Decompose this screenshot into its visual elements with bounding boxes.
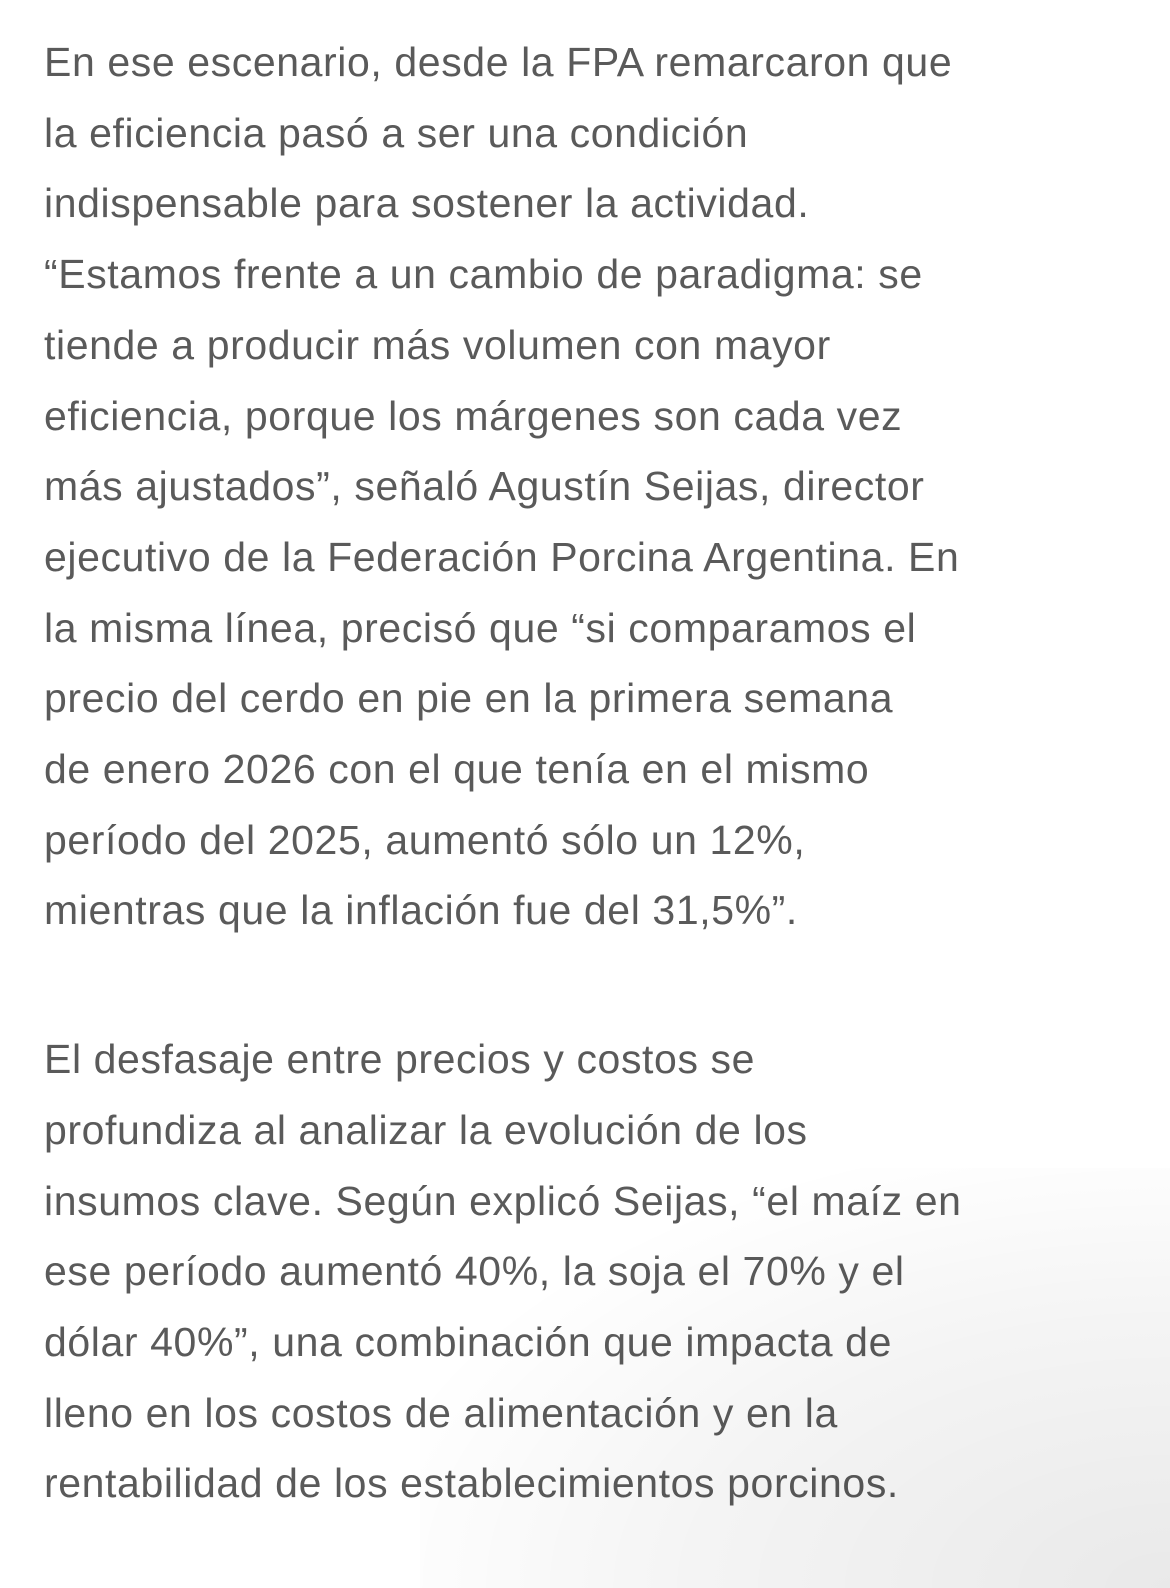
text-line: lleno en los costos de alimentación y en la <box>44 1389 838 1436</box>
text-line: “Estamos frente a un cambio de paradigma: se <box>44 251 923 298</box>
text-line: ese período aumentó 40%, la soja el 70% y el <box>44 1248 905 1295</box>
text-line: mientras que la inflación fue del 31,5%”. <box>44 887 798 934</box>
text-line: la misma línea, precisó que “si comparamos el <box>44 604 917 651</box>
text-line: En ese escenario, desde la FPA remarcaron que <box>44 39 953 85</box>
text-line: insumos clave. Según explicó Seijas, “el maíz en <box>44 1177 962 1224</box>
text-line: El desfasaje entre precios y costos se <box>44 1036 756 1083</box>
paragraph-2 <box>44 1024 1130 1519</box>
text-line: más ajustados”, señaló Agustín Seijas, director <box>44 463 925 510</box>
text-line: ejecutivo de la Federación Porcina Argentina. En <box>44 533 960 580</box>
text-line: dólar 40%”, una combinación que impacta de <box>44 1318 892 1365</box>
text-line: rentabilidad de los establecimientos porcinos. <box>44 1460 899 1507</box>
text-line: período del 2025, aumentó sólo un 12%, <box>44 816 806 863</box>
text-line: de enero 2026 con el que tenía en el mismo <box>44 746 870 793</box>
text-line: la eficiencia pasó a ser una condición <box>44 109 749 156</box>
text-line: profundiza al analizar la evolución de los <box>44 1106 808 1153</box>
text-line: eficiencia, porque los márgenes son cada vez <box>44 392 903 439</box>
paragraph-1 <box>44 27 1130 946</box>
text-line: indispensable para sostener la actividad. <box>44 180 810 227</box>
text-line: tiende a producir más volumen con mayor <box>44 321 831 368</box>
text-line: precio del cerdo en pie en la primera semana <box>44 675 894 722</box>
